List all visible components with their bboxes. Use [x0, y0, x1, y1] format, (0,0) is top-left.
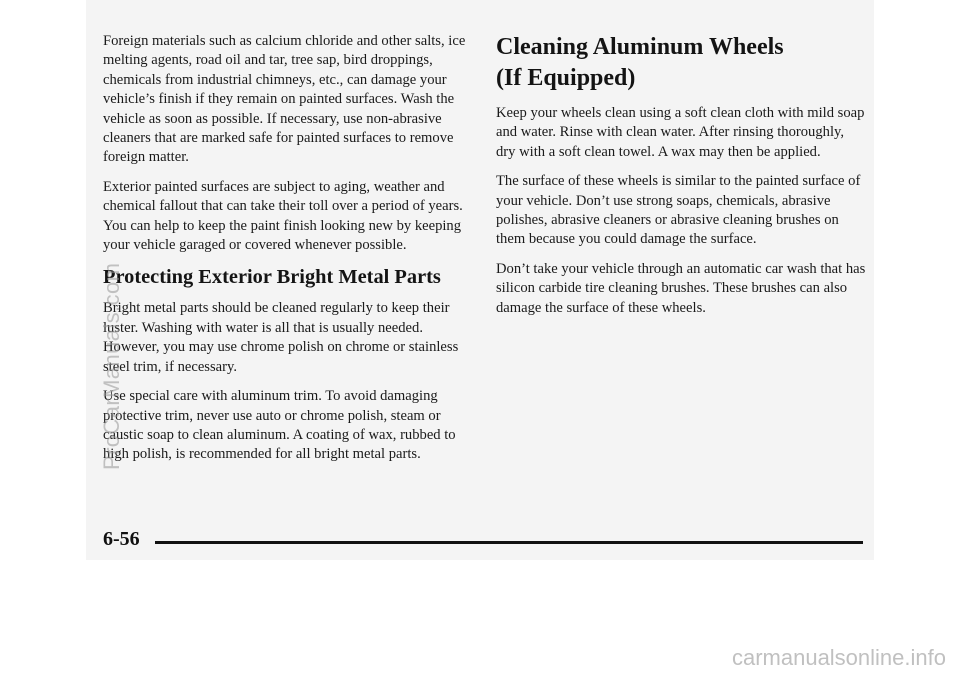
heading-line-1: Cleaning Aluminum Wheels: [496, 34, 784, 60]
paragraph-car-wash-warning: Don’t take your vehicle through an automatic car wash that has silicon carbide tire cleaning brushes. These brushes can also damage the surface of these wheels.: [496, 260, 866, 316]
paragraph-keep-wheels-clean: Keep your wheels clean using a soft clean cloth with mild soap and water. Rinse with clean water. After rinsing thoroughly, dry with a soft clean towel. A wax may then be applied.: [496, 105, 865, 160]
paragraph-exterior-painted-surfaces: Exterior painted surfaces are subject to aging, weather and chemical fallout that can take their toll over a period of years. You can help to keep the paint finish looking new by keeping your vehicle garaged or covered whenever possible.: [103, 178, 463, 254]
right-column: [496, 32, 866, 328]
paragraph-foreign-materials: Foreign materials such as calcium chloride and other salts, ice melting agents, road oil and tar, tree sap, bird droppings, chemicals from industrial chimneys, etc., can damage your vehicle’s finish if they remain on painted surfaces. Wash the vehicle as soon as possible. If necessary, use non-abrasive cleaners that are marked safe for painted surfaces to remove foreign matter.: [103, 33, 466, 166]
paragraph-aluminum-trim: Use special care with aluminum trim. To avoid damaging protective trim, never use auto or chrome polish, steam or caustic soap to clean aluminum. A coating of wax, rubbed to high polish, is recommended for all bright metal parts.: [103, 388, 456, 463]
page-number: 6-56: [103, 528, 140, 550]
footer-rule: [155, 541, 863, 544]
paragraph-bright-metal-parts: Bright metal parts should be cleaned regularly to keep their luster. Washing with water is all that is usually needed. However, you may use chrome polish on chrome or stainless steel trim, if necessary.: [103, 300, 459, 375]
left-column: [103, 32, 471, 475]
heading-protecting-bright-metal: Protecting Exterior Bright Metal Parts: [103, 266, 441, 289]
side-watermark: ProCarManuals.com: [99, 262, 124, 470]
heading-line-2: (If Equipped): [496, 65, 636, 91]
heading-cleaning-aluminum-wheels: [496, 32, 866, 94]
bottom-watermark: carmanualsonline.info: [731, 645, 946, 670]
page-footer: [103, 528, 863, 552]
paragraph-wheel-surface: The surface of these wheels is similar to the painted surface of your vehicle. Don’t use strong soaps, chemicals, abrasive polishes, abrasive cleaners or abrasive cleaning brushes on them because you could damage the surface.: [496, 173, 861, 248]
